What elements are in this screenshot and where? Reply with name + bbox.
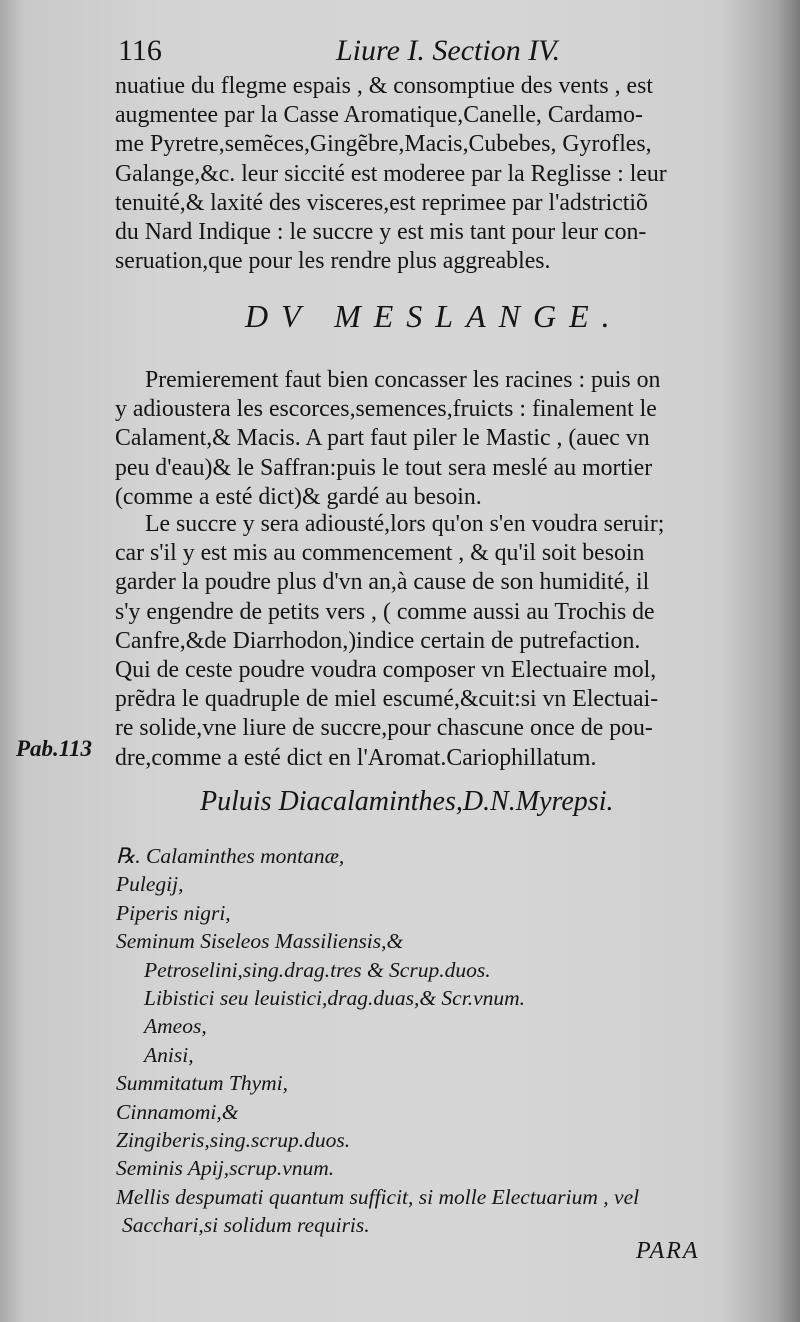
recipe-list <box>116 842 756 1239</box>
text-line: car s'il y est mis au commencement , & qu'il soit besoin <box>115 540 645 567</box>
recipe-line: Zingiberis,sing.scrup.duos. <box>116 1127 351 1152</box>
text-line: dre,comme a esté dict en l'Aromat.Cariophillatum. <box>115 744 597 771</box>
text-line: Canfre,&de Diarrhodon,)indice certain de putrefaction. <box>115 627 641 654</box>
catchword: PARA <box>636 1238 700 1264</box>
text-line: Galange,&c. leur siccité est moderee par la Reglisse : leur <box>115 160 667 187</box>
text-line: Calament,& Macis. A part faut piler le Mastic , (auec vn <box>115 425 650 452</box>
recipe-line: Cinnamomi,& <box>116 1099 239 1124</box>
text-line: nuatiue du flegme espais , & consomptiue des vents , est <box>115 73 653 99</box>
paragraph-3 <box>115 510 737 773</box>
text-line: s'y engendre de petits vers , ( comme aussi au Trochis de <box>115 598 655 625</box>
recipe-line: Petroselini,sing.drag.tres & Scrup.duos. <box>144 957 491 982</box>
recipe-line: Summitatum Thymi, <box>116 1071 288 1096</box>
text-line: garder la poudre plus d'vn an,à cause de son humidité, il <box>115 569 650 596</box>
page-number: 116 <box>118 34 162 67</box>
running-head: Liure I. Section IV. <box>336 34 561 67</box>
recipe-line: ℞. Calaminthes montanæ, <box>116 844 345 868</box>
paragraph-2 <box>115 366 737 512</box>
text-line: re solide,vne liure de succre,pour chascune once de pou- <box>115 715 653 742</box>
text-line: tenuité,& laxité des visceres,est reprimee par l'adstrictiõ <box>115 189 648 216</box>
paragraph-1 <box>115 72 737 276</box>
text-line: Premierement faut bien concasser les racines : puis on <box>145 367 661 393</box>
recipe-line: Sacchari,si solidum requiris. <box>122 1213 370 1238</box>
text-line: Qui de ceste poudre voudra composer vn Electuaire mol, <box>115 656 657 683</box>
text-line: y adioustera les escorces,semences,fruicts : finalement le <box>115 396 657 423</box>
recipe-title: Puluis Diacalaminthes,D.N.Myrepsi. <box>200 786 614 817</box>
recipe-line: Mellis despumati quantum sufficit, si molle Electuarium , vel <box>116 1184 640 1209</box>
recipe-line: Ameos, <box>144 1014 207 1039</box>
recipe-line: Libistici seu leuistici,drag.duas,& Scr.vnum. <box>144 985 526 1010</box>
section-title: DV MESLANGE. <box>245 298 623 334</box>
text-line: me Pyretre,semẽces,Gingẽbre,Macis,Cubebes, Gyrofles, <box>115 131 652 158</box>
recipe-line: Anisi, <box>144 1042 194 1067</box>
recipe-line: Pulegij, <box>116 872 184 897</box>
margin-note: Pab.113 <box>16 736 93 761</box>
recipe-line: Seminum Siseleos Massiliensis,& <box>116 929 404 954</box>
text-line: Le succre y sera adiousté,lors qu'on s'en voudra seruir; <box>145 511 665 537</box>
text-line: du Nard Indique : le succre y est mis tant pour leur con- <box>115 218 647 245</box>
text-line: prẽdra le quadruple de miel escumé,&cuit:si vn Electuai- <box>115 686 659 713</box>
text-line: peu d'eau)& le Saffran:puis le tout sera meslé au mortier <box>115 454 653 481</box>
page-header <box>118 34 598 74</box>
text-line: augmentee par la Casse Aromatique,Canelle, Cardamo- <box>115 102 643 129</box>
text-line: seruation,que pour les rendre plus aggreables. <box>115 248 551 275</box>
recipe-line: Seminis Apij,scrup.vnum. <box>116 1156 335 1181</box>
text-line: (comme a esté dict)& gardé au besoin. <box>115 483 482 510</box>
recipe-line: Piperis nigri, <box>116 900 231 925</box>
